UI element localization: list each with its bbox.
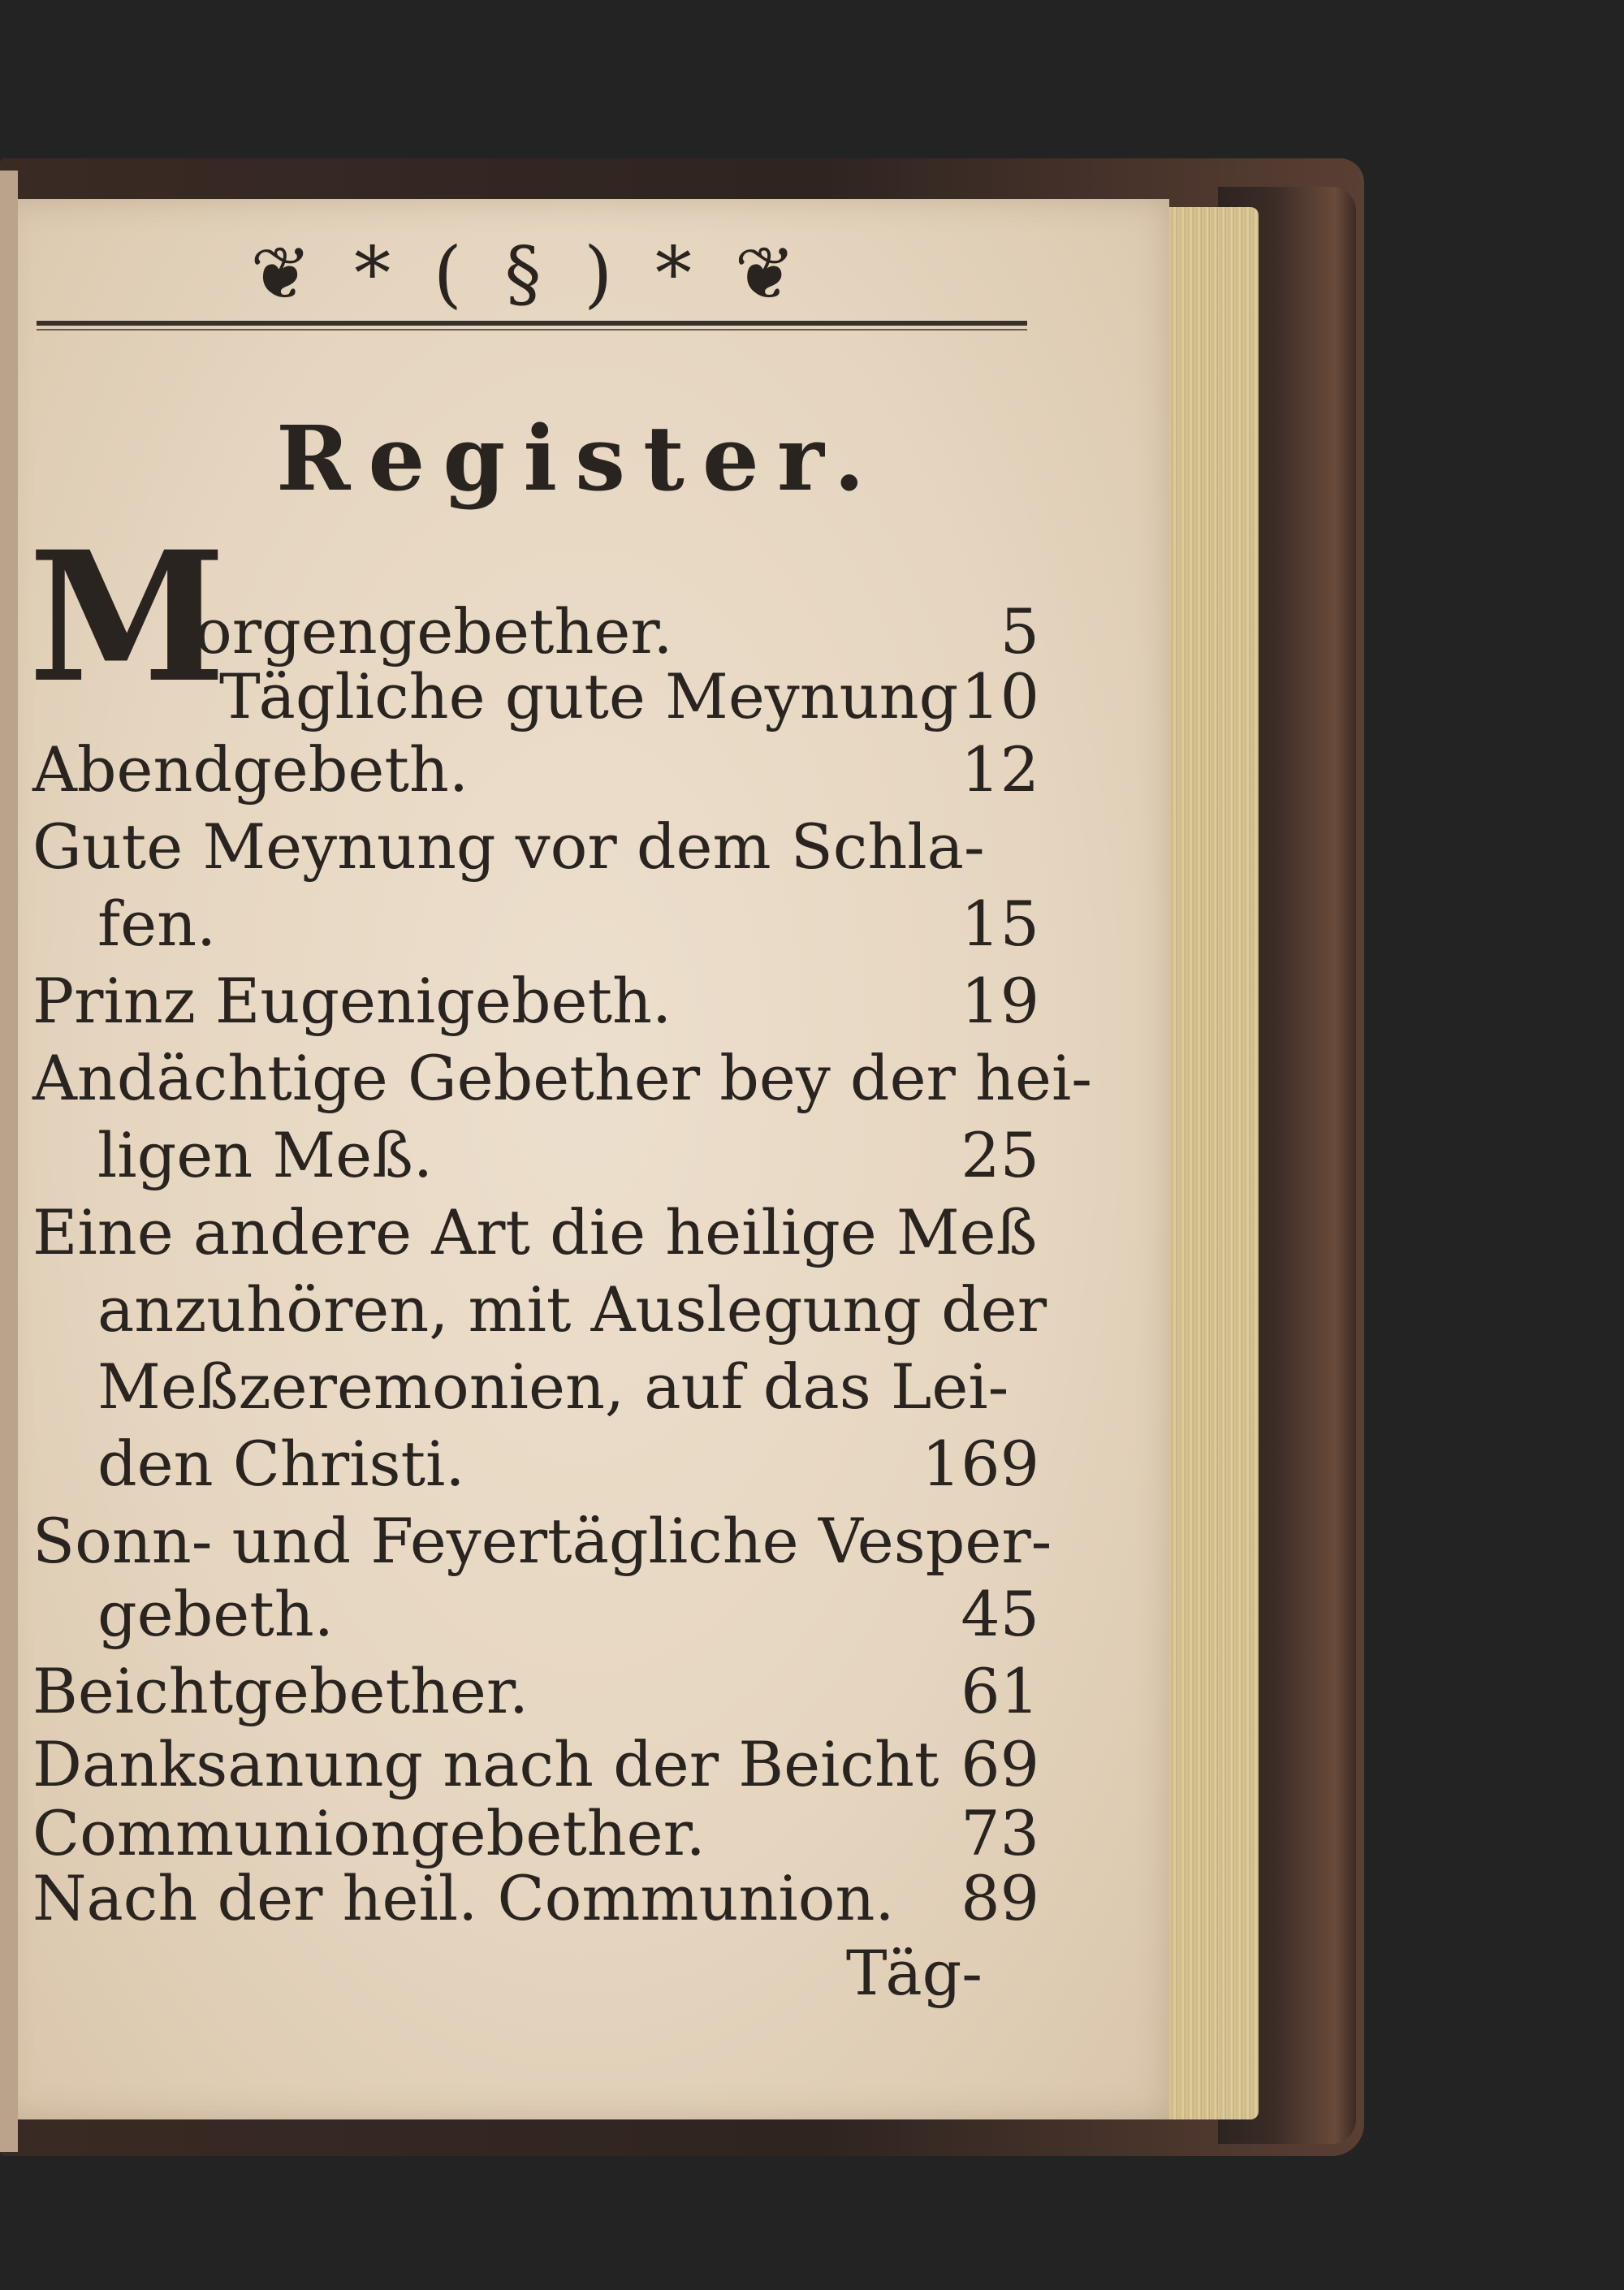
entry-page: 89: [961, 1862, 1039, 1934]
entry-page: 61: [961, 1655, 1039, 1727]
entry-page: 5: [1000, 595, 1039, 668]
entry-text: fen.: [97, 888, 217, 960]
drop-cap: M: [28, 512, 227, 722]
entry-text: Meßzeremonien, auf das Lei-: [97, 1350, 1009, 1423]
catchword: Täg-: [845, 1937, 983, 2009]
page-title: Register.: [276, 406, 883, 511]
entry-text: Danksanung nach der Beicht: [32, 1728, 939, 1800]
entry-text: gebeth.: [97, 1578, 334, 1650]
entry-page: 73: [961, 1797, 1039, 1869]
entry-page: 10: [961, 660, 1039, 732]
entry-text: Gute Meynung vor dem Schla-: [32, 810, 985, 883]
entry-page: 45: [961, 1578, 1039, 1650]
entry-text: Abendgebeth.: [32, 733, 469, 806]
entry-text: orgengebether.: [195, 595, 673, 668]
entry-text: Beichtgebether.: [32, 1655, 529, 1727]
entry-page: 12: [961, 733, 1039, 806]
header-rule-thin: [37, 329, 1027, 331]
entry-text: Prinz Eugenigebeth.: [32, 965, 672, 1037]
entry-page: 15: [961, 888, 1039, 960]
entry-text: Eine andere Art die heilige Meß: [32, 1196, 1038, 1268]
entry-page: 25: [961, 1119, 1039, 1191]
entry-text: Communiongebether.: [32, 1797, 706, 1869]
entry-text: ligen Meß.: [97, 1119, 434, 1191]
entry-text: anzuhören, mit Auslegung der: [97, 1273, 1047, 1346]
entry-text: Andächtige Gebether bey der hei-: [32, 1042, 1092, 1114]
facing-page-edge: [0, 171, 18, 2152]
entry-text: Sonn- und Feyertägliche Vesper-: [32, 1505, 1052, 1577]
entry-text: Nach der heil. Communion.: [32, 1862, 895, 1934]
entry-page: 169: [921, 1428, 1039, 1500]
entry-text: Tägliche gute Meynung: [219, 660, 959, 732]
header-rule: [37, 321, 1027, 326]
header-ornament: ❦ * ( § ) * ❦: [250, 231, 806, 317]
entry-page: 19: [961, 965, 1039, 1037]
entry-page: 69: [961, 1728, 1039, 1800]
entry-text: den Christi.: [97, 1428, 465, 1500]
